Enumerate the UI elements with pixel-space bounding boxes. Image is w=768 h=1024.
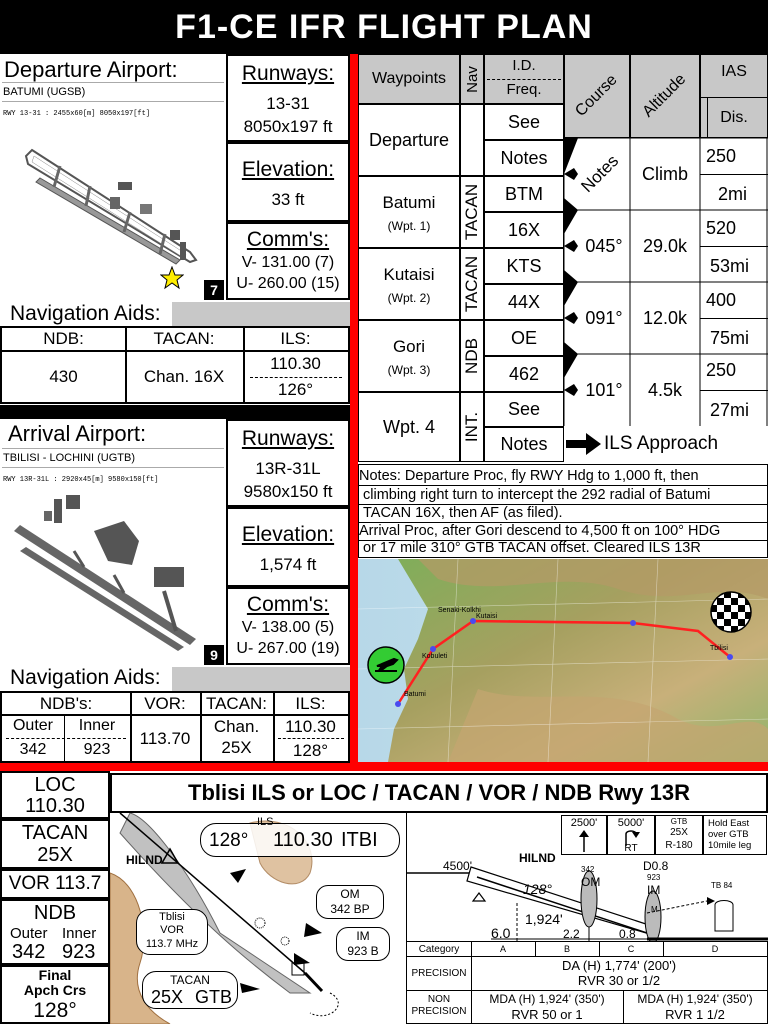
vertical-divider [350,54,358,764]
minima-precision-da: DA (H) 1,774' (200') [561,958,677,973]
departure-ndb-header: NDB: [43,329,84,348]
arrival-tacan-1: Chan. [213,717,260,736]
plan-vor-callout [136,909,208,955]
fp-leg1-course: 045° [585,235,623,256]
fp-row-departure-name: Departure [358,104,460,176]
missed-gtb: GTB [670,817,688,826]
fp-row-wpt1 [358,176,564,248]
departure-runways-value: 13-31 [266,94,310,113]
plan-tacan-chan: 25X [151,987,184,1007]
profile-dist-60: 6.0 [491,925,511,941]
departure-elevation-box [226,142,350,222]
fp-header-waypoints: Waypoints [358,54,460,104]
departure-ils-header: ILS: [280,329,311,348]
fp-leg3-course: 101° [585,379,623,400]
departure-comm-u: U- 260.00 (15) [236,275,340,292]
departure-elevation-value: 33 ft [271,190,305,209]
fp-leg1-ias: 520 [706,218,737,238]
profile-tb84: TB 84 [711,881,733,890]
arrival-inner-label: Inner [78,717,116,734]
fp-leg2-ias: 400 [706,290,737,310]
arrival-airport-name: TBILISI - LOCHINI (UGTB) [3,452,136,464]
minima-np-mda-right: MDA (H) 1,924' (350') [637,992,753,1006]
minima-precision-label: PRECISION [411,967,467,979]
missed-box-3 [655,815,703,855]
departure-navaids-table [0,326,350,404]
departure-comm-v: V- 131.00 (7) [241,254,335,271]
approach-profile [406,813,768,941]
fp-final-arrow-icon [566,432,602,456]
arrival-comm-v: V- 138.00 (5) [241,619,335,636]
summary-inner-value: 923 [62,941,96,963]
arrival-ndb-header: NDB's: [39,694,93,713]
route-map-terrain [358,559,768,762]
fp-leg0-dis: 2mi [718,184,748,204]
arrival-tacan-header: TACAN: [205,694,268,713]
map-label-kobuleti: Kobuleti [422,653,448,660]
arrival-heading: Arrival Airport: [8,421,147,446]
fp-leg0-course [572,144,628,204]
departure-navaids-bar [172,302,350,326]
summary-outer-label: Outer [10,925,48,942]
arrival-elevation-value: 1,574 ft [259,555,317,574]
fp-header-altitude-text: Altitude [639,70,690,121]
approach-plate-title: Tblisi ILS or LOC / TACAN / VOR / NDB Rwy 13R [110,773,768,813]
arrival-vor-header: VOR: [144,694,186,713]
missed-box-1 [561,815,607,855]
minima-precision-rvr: RVR 30 or 1/2 [577,973,661,988]
approach-plate [110,771,768,1024]
profile-om-freq: 342 [581,865,595,874]
arrival-elevation-box [226,507,350,587]
fp-row-wpt4-name: Wpt. 4 [358,392,460,462]
arrival-navaids-table [0,691,350,763]
arrival-badge: 9 [204,645,224,665]
summary-vor-value: VOR 113.7 [8,873,102,894]
departure-name-line2 [2,101,224,102]
missed-alt-1: 2500' [570,817,598,829]
departure-airport-name: BATUMI (UGSB) [3,86,86,98]
summary-vor-box [0,869,110,899]
fp-leg1-dis: 53mi [710,256,750,276]
fp-row-wpt3-nav [460,320,484,392]
departure-panel [0,54,350,300]
plan-tacan-callout [142,971,238,1009]
plan-im-label: IM [356,929,370,943]
summary-tacan-label: TACAN [21,822,89,844]
plan-im-freq: 923 B [347,944,379,958]
profile-alt-4500: 4500' [443,859,472,873]
departure-comms-label: Comm's: [246,228,330,251]
approach-summary [0,771,110,1024]
fp-row-wpt2-namecell [358,248,460,320]
summary-outer-value: 342 [12,941,46,963]
fp-row-departure-id: See [484,104,564,140]
minima-np-rvr-left: RVR 50 or 1 [511,1007,583,1022]
departure-ils-course: 126° [277,380,314,399]
fp-row-wpt4-nav [460,392,484,462]
arrival-runways-box [226,419,350,507]
summary-final-box [0,965,110,1024]
arrival-navaids [0,665,350,763]
notes-line-3: TACAN 16X, then AF (as filed). [363,505,563,521]
page-title: F1-CE IFR FLIGHT PLAN [0,0,768,54]
fp-row-wpt1-freq: 16X [484,212,564,248]
arrival-outer-value: 342 [19,741,47,758]
flightplan-table [358,54,768,462]
fp-row-wpt4-nav-text: INT. [462,411,482,443]
map-label-senaki: Senaki-Kolkhi [438,607,481,614]
minima-nonprecision-label-1: NON [427,994,451,1005]
summary-final-label-2: Apch Crs [23,982,87,998]
fp-row-wpt3-nav-text: NDB [462,338,481,374]
arrival-comm-u: U- 267.00 (19) [236,640,340,657]
plan-tacan-label: TACAN [170,973,210,987]
arrival-comms-box [226,587,350,665]
fp-row-wpt3 [358,320,564,392]
fp-row-wpt1-id: BTM [484,176,564,212]
minima-np-mda-left: MDA (H) 1,924' (350') [489,992,605,1006]
missed-up-arrow-icon [578,830,590,852]
fp-row-departure-freq: Notes [484,140,564,176]
departure-runway-text: RWY 13-31 : 2455x60[m] 8050x197[ft] [3,110,151,118]
plan-tacan-ident: GTB [195,987,233,1007]
fp-row-wpt2 [358,248,564,320]
missed-hold: Hold East over GTB 10mile leg [708,818,752,851]
route-map [358,559,768,762]
fp-row-wpt1-sub: (Wpt. 1) [387,219,431,233]
fp-leg3-ias: 250 [706,360,737,380]
map-label-kutaisi: Kutaisi [476,613,498,620]
departure-runways-label: Runways: [241,62,335,85]
plan-vor-freq: 113.7 MHz [145,938,199,950]
plan-hilnd: HILND [126,853,163,867]
minima-cat-c: C [627,944,635,954]
fp-header-idfreq [484,54,564,104]
departure-airport-diagram [20,142,220,272]
notes-line-5: or 17 mile 310° GTB TACAN offset. Cleared ILS 13R [363,540,701,556]
fp-leg0-course-text: Notes [577,151,623,197]
departure-runway-dims: 8050x197 ft [243,117,333,136]
plan-vor-label: VOR [160,924,184,936]
fp-row-wpt2-freq: 44X [484,284,564,320]
profile-dist-22: 2.2 [563,927,580,941]
fp-row-wpt1-name: Batumi [382,193,436,212]
fp-row-wpt2-nav-text: TACAN [462,255,482,313]
fp-leg0-alt: Climb [641,163,688,184]
fp-header-nav [460,54,484,104]
departure-tacan-header: TACAN: [153,329,215,348]
missed-rt: RT [624,843,638,854]
map-label-tbilisi: Tbilisi [710,645,728,652]
profile-course: 128° [523,881,552,897]
profile-im-freq: 923 [647,873,661,882]
missed-gtb-radial: R-180 [665,840,693,851]
profile-alt-1924: 1,924' [525,911,563,927]
fp-header-id: I.D. [512,57,536,74]
plan-ils-ident: ITBI [341,829,378,851]
section-spacer [0,405,350,419]
arrival-runways-value: 13R-31L [255,459,321,478]
fp-row-departure [358,104,564,176]
departure-badge: 7 [204,280,224,300]
plan-ils-course: 128° [209,830,249,851]
fp-row-wpt1-namecell [358,176,460,248]
departure-navaids-label: Navigation Aids: [10,302,161,325]
plan-ils-freq: 110.30 [273,829,333,851]
notes-line-2: climbing right turn to intercept the 292 radial of Batumi [363,487,711,503]
arrival-inner-value: 923 [83,741,111,758]
missed-box-2 [607,815,655,855]
fp-row-wpt3-namecell [358,320,460,392]
fp-header-course-text: Course [572,71,621,120]
departure-parking-star-icon [160,266,184,290]
plan-vor-name: Tblisi [159,911,185,923]
missed-gtb-chan: 25X [670,827,688,838]
summary-ndb-box [0,899,110,965]
fp-leg2-dis: 75mi [710,328,750,348]
arrival-elevation-label: Elevation: [241,523,335,546]
plan-om-callout [316,885,384,919]
arrival-navaids-bar [172,667,350,691]
departure-runways-box [226,54,350,142]
summary-tacan-value: 25X [37,844,73,866]
departure-ils-freq: 110.30 [270,354,321,373]
fp-leg0-ias: 250 [706,146,737,166]
fp-row-wpt4 [358,392,564,462]
finish-flag-icon [710,591,752,633]
fp-leg1-alt: 29.0k [642,235,688,256]
fp-row-wpt2-nav [460,248,484,320]
fp-leg3-alt: 4.5k [647,379,683,400]
departure-tacan-value: Chan. 16X [143,367,225,386]
notes-line-4: Arrival Proc, after Gori descend to 4,500 ft on 100° HDG [359,523,721,539]
departure-navaids [0,300,350,404]
departure-elevation-label: Elevation: [241,158,335,181]
plan-im-callout [336,927,390,961]
fp-header-nav-text: Nav [463,65,481,93]
minima-cat-b: B [563,944,570,954]
summary-loc-value: 110.30 [25,795,85,817]
arrival-runway-text: RWY 13R-31L : 2920x45[m] 9580x150[ft] [3,476,159,484]
arrival-comms-label: Comm's: [246,593,330,616]
profile-m-label: M [651,905,658,914]
minima-category-label: Category [418,943,460,955]
arrival-airport-diagram [14,491,214,651]
summary-final-label-1: Final [38,967,72,983]
fp-row-wpt3-name: Gori [392,337,426,356]
arrival-vor-value: 113.70 [139,729,191,748]
plan-om-freq: 342 BP [330,902,370,916]
missed-alt-2: 5000' [617,817,645,829]
summary-final-course: 128° [33,999,77,1022]
fp-header-iasdis [700,54,768,138]
fp-row-wpt4-id: See [484,392,564,427]
fp-header-dis: Dis. [720,109,748,126]
notes-line-1: Notes: Departure Proc, fly RWY Hdg to 1,000 ft, then [359,468,699,484]
arrival-runway-dims: 9580x150 ft [243,482,333,501]
minima-cat-a: A [499,944,506,954]
summary-tacan-box [0,819,110,869]
plan-ils-callout [200,816,400,857]
departure-ndb-value: 430 [49,367,78,386]
fp-row-wpt3-id: OE [484,320,564,356]
fp-leg2-course: 091° [585,307,623,328]
horizontal-divider [0,762,768,771]
minima-np-rvr-right: RVR 1 1/2 [665,1007,725,1022]
plan-ils-tag: ILS [257,816,274,828]
arrival-ils-course: 128° [292,741,329,760]
summary-inner-label: Inner [62,925,97,942]
fp-leg3-dis: 27mi [710,400,750,420]
departure-heading: Departure Airport: [4,57,178,82]
summary-loc-box [0,771,110,819]
departure-name-line [2,82,224,83]
fp-row-wpt2-id: KTS [484,248,564,284]
fp-final-action: ILS Approach [604,433,719,454]
profile-im-label: IM [647,883,661,897]
minima-nonprecision-label-2: PRECISION [411,1006,467,1017]
arrival-tacan-2: 25X [221,738,252,757]
profile-hilnd: HILND [519,851,556,865]
profile-d08: D0.8 [643,859,669,873]
summary-ndb-label: NDB [33,902,77,924]
profile-om-label: OM [581,875,601,889]
arrival-ils-header: ILS: [295,694,326,713]
plan-om-label: OM [340,887,360,901]
arrival-name-line [2,448,224,449]
fp-header-freq: Freq. [506,81,542,98]
departure-comms-box [226,222,350,300]
minima-cat-d: D [711,944,719,954]
summary-loc-label: LOC [34,774,76,796]
arrival-name-line2 [2,467,224,468]
fp-row-wpt4-freq: Notes [484,427,564,462]
arrival-navaids-label: Navigation Aids: [10,666,161,689]
map-label-batumi: Batumi [404,691,426,698]
arrival-outer-label: Outer [12,717,53,734]
arrival-ils-freq: 110.30 [285,717,336,736]
arrival-panel [0,419,350,665]
fp-header-course [564,54,630,138]
arrival-runways-label: Runways: [241,427,335,450]
fp-leg2-alt: 12.0k [642,307,688,328]
fp-header-ias: IAS [721,63,747,80]
fp-header-altitude [630,54,700,138]
fp-row-wpt3-sub: (Wpt. 3) [387,363,431,377]
notes-panel [358,464,768,558]
fp-row-wpt3-freq: 462 [484,356,564,392]
minima-table [406,941,768,1024]
takeoff-icon [366,645,406,685]
missed-box-4 [703,815,767,855]
profile-dist-08: 0.8 [619,927,636,941]
fp-row-departure-nav [460,104,484,176]
fp-row-wpt1-nav [460,176,484,248]
fp-row-wpt1-nav-text: TACAN [462,183,482,241]
fp-row-wpt2-name: Kutaisi [383,265,435,284]
fp-row-wpt2-sub: (Wpt. 2) [387,291,431,305]
